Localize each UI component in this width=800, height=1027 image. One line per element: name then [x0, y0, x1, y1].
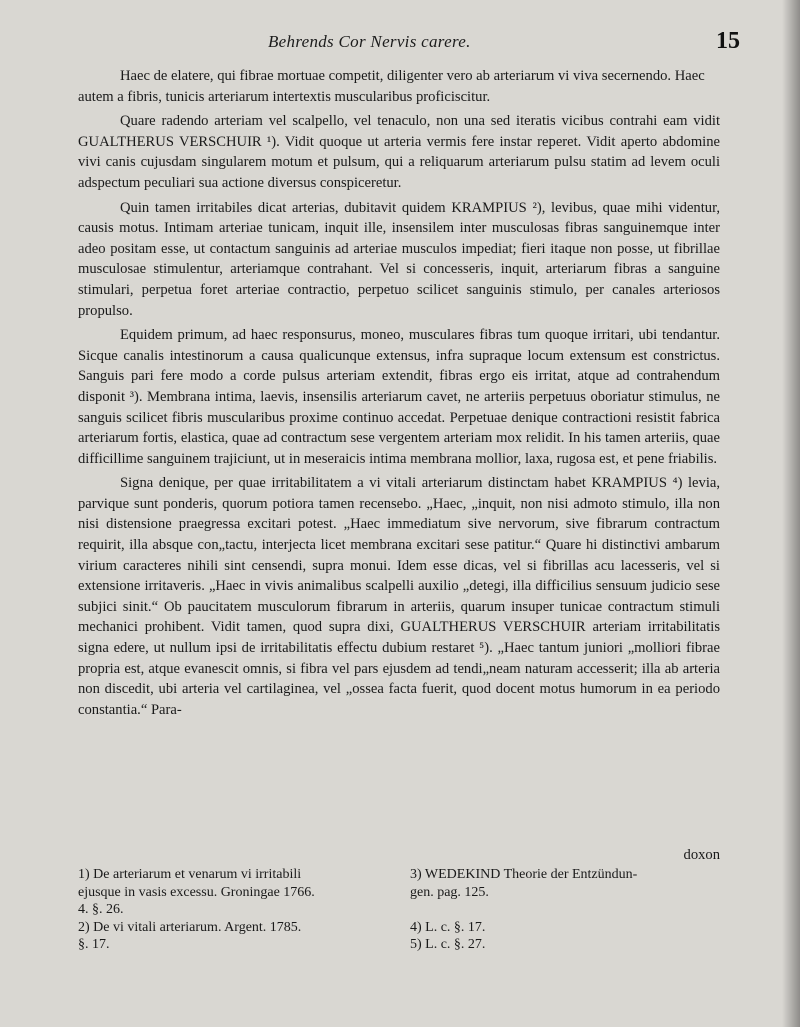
paragraph: Haec de elatere, qui fibrae mortuae competit, diligenter vero ab arteriarum vi viva secernendo. Haec autem a fibris, tunicis arteriarum intertextis muscularibus proficiscitur.: [78, 68, 705, 105]
paragraph: Quin tamen irritabiles dicat arterias, dubitavit quidem KRAMPIUS ²), levibus, quae mihi videntur, causis motus. Intimam arteriae tunicam, inquit ille, insensilem inter musculosas fibras sanguinemque inter adeo positam esse, ut contactum sanguinis ad arteriae musculos impediat; fieri itaque non posse, ut fibrillae musculosae stimulentur, arteriamque contrahant. Vel si concesseris, inquit, arteriarum fibras a sanguine stimulari, perpetua foret arteriae contractio, perpetuo scilicet sanguinis stimulo, per canales arteriosos propulso.: [78, 199, 720, 319]
page-edge-shadow: [782, 0, 800, 1027]
footnotes-right-column: [410, 866, 720, 954]
catchword: doxon: [683, 847, 720, 863]
footnotes: [78, 866, 720, 961]
footnote-line: 5) L. c. §. 27.: [410, 937, 486, 953]
page-number: 15: [716, 28, 740, 54]
footnote-line: §. 17.: [78, 937, 110, 953]
page-header: [78, 28, 740, 56]
footnote-line: [410, 901, 720, 919]
footnote-line: gen. pag. 125.: [410, 884, 489, 900]
footnote-line: 1) De arteriarum et venarum vi irritabili: [78, 867, 302, 882]
paragraph: Quare radendo arteriam vel scalpello, vel tenaculo, non una sed iteratis vicibus contrahi eam vidit GUALTHERUS VERSCHUIR ¹). Vidit quoque ut arteria vermis fere instar reperet. Vidit aperto abdomine vivi canis cujusdam singularem motum et pulsum, qui a reliquarum arteriarum pulsu statim ad levem oculi adspectum peculiari sua actione diversus conspiceretur.: [78, 113, 720, 191]
footnotes-left-column: [78, 866, 393, 954]
main-text: [78, 66, 720, 724]
footnote-line: 4. §. 26.: [78, 902, 124, 918]
footnote-line: 3) WEDEKIND Theorie der Entzündun-: [410, 867, 638, 882]
running-title: Behrends Cor Nervis carere.: [268, 32, 471, 51]
footnote-line: 2) De vi vitali arteriarum. Argent. 1785.: [78, 919, 302, 935]
paragraph: Signa denique, per quae irritabilitatem a vi vitali arteriarum distinctam habet KRAMPIUS ⁴) levia, parvique sunt ponderis, quorum potiora tamen recensebo. „Haec, „inquit, non nisi admoto stimulo, illa non nisi distensione praegressa excitari potest. „Haec immediatum sive nervorum, sive fibrarum contractum requirit, illa absque con„tactu, interjecta licet membrana excitari sese patitur.“ Quare hi distinctivi ambarum virium caracteres nihili sint censendi, supra monui. Idem esse dicas, vel si fibrillas acu lacesseris, vel si extensione irritaveris. „Haec in vivis animalibus scalpelli auxilio „detegi, illa difficilius sensuum judicio sese subjici sinit.“ Ob paucitatem musculorum fibrarum in arteriis, quarum insuper tunicae contractum stimuli mechanici prohibent. Vidit tamen, quod supra dixi, GUALTHERUS VERSCHUIR arteriam irritabilitatis signa edere, ut nullum ipsi de irritabilitatis effectu dubium restaret ⁵). „Haec tantum juniori „molliori fibrae propria est, atque evanescit omnis, si fibra vel pars ejusdem ad tendi„neam naturam accesserit; illa ab arteria non discedit, ubi arteria vel cartilaginea, vel „ossea facta fuerit, quod docent motus humorum in ea periodo constantia.“ Para-: [78, 475, 720, 718]
paragraph: Equidem primum, ad haec responsurus, moneo, musculares fibras tum quoque irritari, ubi tendantur. Sicque canalis intestinorum a causa qualicunque extensus, infra supraque locum extensum est constrictus. Sanguis pari fere modo a corde pulsus arteriam extendit, fibras ergo eis irritat, atque ad contrahendum disponit ³). Membrana intima, laevis, insensilis arteriarum cavet, ne arteriis perpetuus oboriatur stimulus, ne sanguis scilicet fibris muscularibus proxime continuo accedat. Perpetuae denique contractioni resistit fabrica arteriarum fortis, elastica, quae ad contractum sese vergentem arteriam mox relidit. In his tamen arteriis, quae difficillime sanguinem trajiciunt, ut in meseraicis intima membrana mollior, laxa, rugosa est, et pene friabilis.: [78, 327, 720, 467]
footnote-line: ejusque in vasis excessu. Groningae 1766.: [78, 884, 315, 900]
footnote-line: 4) L. c. §. 17.: [410, 919, 486, 935]
